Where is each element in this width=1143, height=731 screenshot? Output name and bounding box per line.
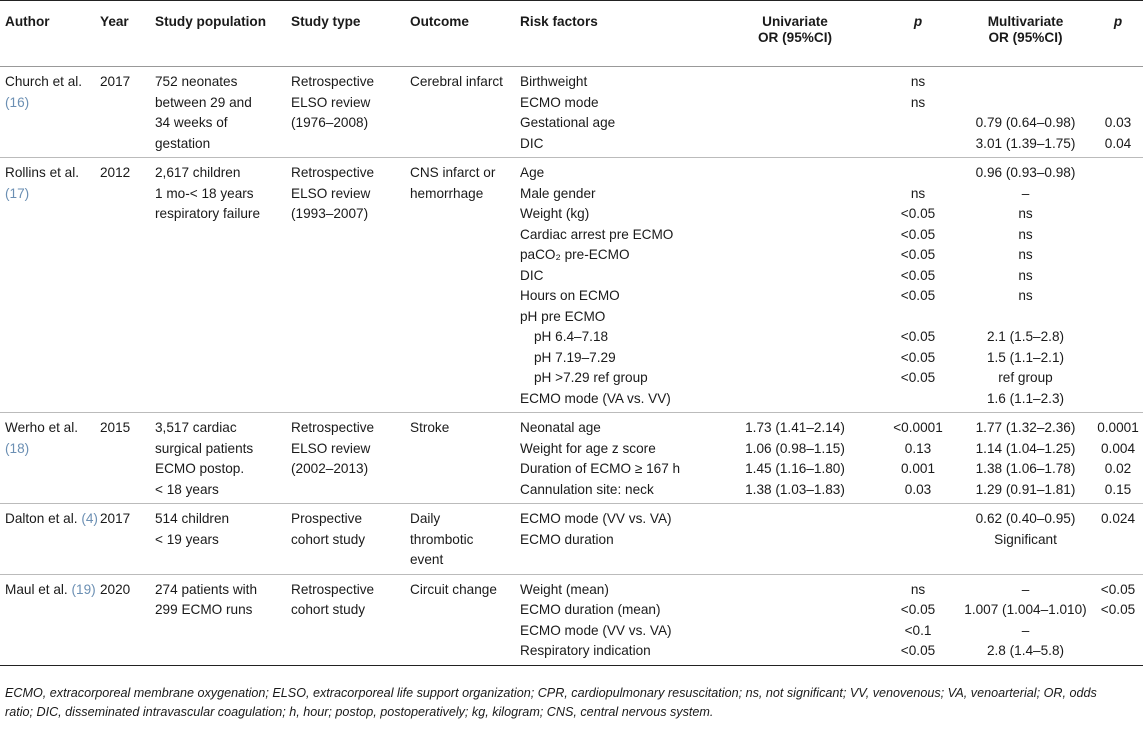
study-group [0, 413, 1143, 504]
population-line: ECMO postop. [155, 461, 245, 476]
table-row [0, 504, 1143, 575]
multivariate-line: 0.96 (0.93–0.98) [975, 165, 1076, 180]
study-group [0, 158, 1143, 413]
univariate-line: 1.38 (1.03–1.83) [745, 481, 845, 497]
risk-factor-line: Cannulation site: neck [520, 481, 654, 497]
outcome-line: Cerebral infarct [410, 74, 503, 89]
p-univariate-cell [878, 413, 958, 504]
risk-factor-cell [520, 574, 720, 665]
univariate-line [720, 93, 870, 114]
p-univariate-line: 0.03 [904, 481, 932, 497]
outcome-cell [410, 504, 520, 575]
multivariate-line: 1.38 (1.06–1.78) [975, 461, 1076, 476]
header-univariate-label: Univariate OR (95%CI) [757, 14, 833, 45]
p-multivariate-line: 0.04 [1104, 135, 1132, 151]
author-name: Church et al. [5, 74, 83, 89]
population-line: 274 patients with [155, 581, 258, 597]
population-line: 514 children [155, 511, 230, 526]
table-header [0, 1, 1143, 67]
study-type-cell [291, 413, 410, 504]
univariate-line: 1.06 (0.98–1.15) [745, 440, 845, 456]
population-line: respiratory failure [155, 206, 261, 221]
outcome-line: thrombotic [410, 531, 474, 547]
population-line: < 19 years [155, 531, 219, 547]
univariate-cell [720, 504, 878, 575]
univariate-line [720, 368, 870, 389]
population-cell [155, 67, 291, 158]
p-multivariate-line: <0.05 [1100, 602, 1136, 617]
p-multivariate-line: 0.02 [1104, 461, 1132, 476]
p-univariate-line [878, 530, 958, 551]
outcome-line: Daily [410, 511, 441, 526]
univariate-line [720, 600, 870, 621]
p-univariate-line [878, 307, 958, 328]
header-p-univariate: p [913, 14, 923, 29]
risk-factor-line: Duration of ECMO ≥ 167 h [520, 461, 681, 476]
p-univariate-line [878, 113, 958, 134]
population-cell [155, 413, 291, 504]
risk-factor-line: pH 6.4–7.18 [534, 329, 609, 344]
multivariate-line: Significant [994, 531, 1057, 547]
risk-factor-line: Cardiac arrest pre ECMO [520, 226, 674, 242]
p-univariate-line [878, 163, 958, 184]
risk-factor-line: DIC [520, 267, 544, 283]
p-univariate-line: <0.05 [900, 370, 936, 385]
population-line: surgical patients [155, 440, 254, 456]
risk-factor-cell [520, 67, 720, 158]
p-univariate-line [878, 389, 958, 410]
p-multivariate-line [1093, 225, 1143, 246]
header-p-multivariate: p [1113, 14, 1123, 29]
p-multivariate-line [1093, 72, 1143, 93]
table-row [0, 574, 1143, 665]
multivariate-line: ns [1018, 288, 1033, 303]
study-type-cell [291, 67, 410, 158]
population-cell [155, 158, 291, 413]
p-multivariate-line [1093, 93, 1143, 114]
year-cell: 2020 [100, 581, 131, 597]
multivariate-cell [958, 413, 1093, 504]
risk-factor-line: Weight (mean) [520, 581, 609, 597]
population-line: between 29 and [155, 94, 252, 110]
population-line: 3,517 cardiac [155, 420, 237, 435]
risk-factor-cell [520, 158, 720, 413]
p-univariate-line [878, 509, 958, 530]
p-multivariate-line: 0.15 [1104, 481, 1132, 497]
study-type-cell [291, 574, 410, 665]
univariate-line [720, 266, 870, 287]
header-multivariate [958, 1, 1093, 67]
univariate-line [720, 348, 870, 369]
author-cell [0, 574, 100, 665]
p-multivariate-line [1093, 163, 1143, 184]
outcome-line: CNS infarct or [410, 165, 496, 180]
study-type-line: (1976–2008) [291, 115, 369, 130]
p-multivariate-line [1093, 621, 1143, 642]
p-multivariate-line [1093, 327, 1143, 348]
univariate-line [720, 134, 870, 155]
multivariate-line: ns [1018, 267, 1033, 283]
p-univariate-line: ns [910, 581, 926, 597]
risk-factor-line: pH >7.29 ref group [534, 370, 648, 385]
study-type-line: (1993–2007) [291, 206, 369, 221]
header-outcome: Outcome [410, 14, 469, 29]
multivariate-line: – [1021, 581, 1030, 597]
outcome-line: hemorrhage [410, 185, 484, 201]
outcome-cell [410, 413, 520, 504]
p-multivariate-line [1093, 389, 1143, 410]
univariate-line [720, 641, 870, 662]
multivariate-cell [958, 574, 1093, 665]
p-univariate-line: <0.05 [900, 349, 936, 365]
risk-factor-line: ECMO mode (VV vs. VA) [520, 511, 672, 526]
p-multivariate-line [1093, 307, 1143, 328]
univariate-line [720, 327, 870, 348]
multivariate-cell [958, 67, 1093, 158]
p-multivariate-line: <0.05 [1100, 581, 1136, 597]
p-multivariate-line [1093, 245, 1143, 266]
author-cell [0, 67, 100, 158]
p-univariate-cell [878, 504, 958, 575]
p-multivariate-cell [1093, 574, 1143, 665]
p-univariate-line: <0.05 [900, 206, 936, 221]
reference-link[interactable]: (17) [5, 185, 30, 201]
outcome-line: Stroke [410, 420, 450, 435]
p-multivariate-line [1093, 348, 1143, 369]
multivariate-line: 0.79 (0.64–0.98) [975, 115, 1076, 130]
univariate-line [720, 163, 870, 184]
header-population: Study population [155, 14, 267, 29]
author-name: Rollins et al. [5, 165, 80, 180]
outcome-cell [410, 574, 520, 665]
author-name: Werho et al. [5, 420, 79, 435]
risk-factor-line: ECMO mode [520, 94, 599, 110]
year-cell: 2015 [100, 420, 131, 435]
univariate-line [720, 509, 870, 530]
multivariate-cell [958, 504, 1093, 575]
p-univariate-cell [878, 574, 958, 665]
table-footnote: ECMO, extracorporeal membrane oxygenation; ELSO, extracorporeal life support organization; CPR, cardiopulmonary resuscitation; ns, not significant; VV, venovenous; VA, venoarterial; OR, odds ratio; DIC, disseminated intravascular coagulation; h, hour; postop, postoperatively; kg, kilogram; CNS, central nervous system. [5, 686, 1097, 719]
p-multivariate-line [1093, 641, 1143, 662]
multivariate-line: – [1021, 622, 1030, 638]
univariate-line [720, 530, 870, 551]
reference-link[interactable]: (16) [5, 94, 30, 110]
study-type-line: Retrospective [291, 420, 375, 435]
population-line: 34 weeks of [155, 115, 228, 130]
multivariate-line: 0.62 (0.40–0.95) [975, 511, 1076, 526]
multivariate-line: 3.01 (1.39–1.75) [975, 135, 1076, 151]
p-multivariate-cell [1093, 504, 1143, 575]
risk-factor-line: ECMO duration [520, 531, 614, 547]
author-name: Dalton et al. [5, 511, 82, 526]
p-univariate-line: <0.1 [904, 622, 932, 638]
risk-factor-line: Respiratory indication [520, 643, 651, 658]
risk-factor-line: ECMO mode (VV vs. VA) [520, 622, 672, 638]
author-cell [0, 504, 100, 575]
univariate-line [720, 225, 870, 246]
univariate-line: 1.73 (1.41–2.14) [745, 420, 845, 435]
multivariate-line: ns [1018, 226, 1033, 242]
risk-factor-cell [520, 413, 720, 504]
univariate-cell [720, 574, 878, 665]
study-type-cell [291, 504, 410, 575]
reference-link[interactable]: (18) [5, 440, 30, 456]
year-cell: 2012 [100, 165, 131, 180]
risk-factor-line: paCO₂ pre-ECMO [520, 247, 630, 262]
study-type-cell [291, 158, 410, 413]
risk-factor-line: ECMO duration (mean) [520, 602, 661, 617]
p-multivariate-line [1093, 286, 1143, 307]
univariate-line [720, 113, 870, 134]
p-univariate-line: <0.0001 [893, 420, 943, 435]
study-type-line: Retrospective [291, 165, 375, 180]
study-type-line: ELSO review [291, 440, 371, 456]
multivariate-line: – [1021, 185, 1030, 201]
univariate-line [720, 245, 870, 266]
p-univariate-line: ns [910, 185, 926, 201]
multivariate-line: 1.77 (1.32–2.36) [975, 420, 1076, 435]
p-multivariate-line [1093, 204, 1143, 225]
population-line: gestation [155, 135, 211, 151]
p-multivariate-cell [1093, 413, 1143, 504]
study-type-line: cohort study [291, 531, 366, 547]
multivariate-line: ref group [998, 370, 1053, 385]
year-cell: 2017 [100, 511, 131, 526]
univariate-line [720, 621, 870, 642]
study-type-line: Retrospective [291, 74, 375, 89]
reference-link[interactable]: (4) [81, 511, 98, 526]
study-type-line: Retrospective [291, 581, 375, 597]
univariate-line: 1.45 (1.16–1.80) [745, 461, 845, 476]
univariate-cell [720, 158, 878, 413]
study-group [0, 574, 1143, 665]
study-type-line: cohort study [291, 602, 366, 617]
risk-factor-line: Gestational age [520, 115, 616, 130]
p-univariate-cell [878, 158, 958, 413]
p-multivariate-line: 0.024 [1100, 511, 1136, 526]
univariate-line [720, 72, 870, 93]
univariate-cell [720, 413, 878, 504]
multivariate-cell [958, 158, 1093, 413]
author-cell [0, 413, 100, 504]
p-univariate-line: <0.05 [900, 288, 936, 303]
p-multivariate-cell [1093, 67, 1143, 158]
year-cell: 2017 [100, 74, 131, 89]
p-univariate-line: ns [910, 74, 926, 89]
univariate-line [720, 184, 870, 205]
p-univariate-cell [878, 67, 958, 158]
multivariate-line: 1.29 (0.91–1.81) [975, 481, 1076, 497]
risk-factor-line: Hours on ECMO [520, 288, 620, 303]
risk-factor-line: pH pre ECMO [520, 308, 606, 324]
p-univariate-line [878, 134, 958, 155]
risk-factor-line: Weight (kg) [520, 206, 590, 221]
risk-factor-line: Neonatal age [520, 420, 601, 435]
multivariate-line [958, 72, 1093, 93]
multivariate-line [958, 93, 1093, 114]
population-line: 2,617 children [155, 165, 241, 180]
study-type-line: ELSO review [291, 94, 371, 110]
table-row [0, 413, 1143, 504]
p-univariate-line: 0.001 [900, 461, 936, 476]
p-multivariate-line [1093, 266, 1143, 287]
outcome-cell [410, 158, 520, 413]
univariate-cell [720, 67, 878, 158]
p-multivariate-line: 0.03 [1104, 115, 1132, 130]
multivariate-line: 2.1 (1.5–2.8) [986, 329, 1065, 344]
p-univariate-line: <0.05 [900, 267, 936, 283]
multivariate-line: 2.8 (1.4–5.8) [986, 643, 1065, 658]
author-name: Maul et al. [5, 581, 72, 597]
header-univariate [720, 1, 878, 67]
multivariate-line: 1.14 (1.04–1.25) [975, 440, 1076, 456]
population-cell [155, 574, 291, 665]
table-row [0, 158, 1143, 413]
header-year: Year [100, 14, 129, 29]
risk-factor-line: pH 7.19–7.29 [534, 349, 616, 365]
multivariate-line: 1.5 (1.1–2.1) [986, 349, 1065, 365]
univariate-line [720, 580, 870, 601]
risk-factor-line: Male gender [520, 185, 596, 201]
population-line: 752 neonates [155, 74, 238, 89]
p-univariate-line: ns [910, 94, 926, 110]
study-group [0, 67, 1143, 158]
reference-link[interactable]: (19) [71, 581, 96, 597]
multivariate-line [958, 307, 1093, 328]
population-line: 1 mo-< 18 years [155, 185, 254, 201]
study-type-line: ELSO review [291, 185, 371, 201]
multivariate-line: 1.6 (1.1–2.3) [986, 390, 1065, 406]
p-multivariate-cell [1093, 158, 1143, 413]
multivariate-line: ns [1018, 206, 1033, 221]
population-line: 299 ECMO runs [155, 602, 253, 617]
p-multivariate-line: 0.004 [1100, 440, 1136, 456]
header-author: Author [5, 14, 50, 29]
multivariate-line: 1.007 (1.004–1.010) [964, 602, 1087, 617]
population-cell [155, 504, 291, 575]
p-multivariate-line [1093, 530, 1143, 551]
multivariate-line: ns [1018, 247, 1033, 262]
risk-factor-cell [520, 504, 720, 575]
population-line: < 18 years [155, 481, 219, 497]
p-univariate-line: <0.05 [900, 602, 936, 617]
risk-factor-line: ECMO mode (VA vs. VV) [520, 390, 671, 406]
outcome-line: Circuit change [410, 581, 497, 597]
risk-factor-line: Age [520, 165, 545, 180]
risk-factor-line: Weight for age z score [520, 440, 656, 456]
study-type-line: Prospective [291, 511, 363, 526]
univariate-line [720, 286, 870, 307]
p-univariate-line: <0.05 [900, 226, 936, 242]
p-univariate-line: <0.05 [900, 643, 936, 658]
univariate-line [720, 204, 870, 225]
risk-factor-line: DIC [520, 135, 544, 151]
p-multivariate-line [1093, 184, 1143, 205]
header-risk: Risk factors [520, 14, 598, 29]
p-univariate-line: 0.13 [904, 440, 932, 456]
p-multivariate-line: 0.0001 [1097, 420, 1139, 435]
header-type: Study type [291, 14, 361, 29]
outcome-line: event [410, 552, 444, 567]
p-univariate-line: <0.05 [900, 329, 936, 344]
header-multivariate-label: Multivariate OR (95%CI) [987, 14, 1064, 45]
p-univariate-line: <0.05 [900, 247, 936, 262]
risk-factor-line: Birthweight [520, 74, 588, 89]
univariate-line [720, 307, 870, 328]
study-group [0, 504, 1143, 575]
study-type-line: (2002–2013) [291, 461, 369, 476]
author-cell [0, 158, 100, 413]
p-multivariate-line [1093, 368, 1143, 389]
outcome-cell [410, 67, 520, 158]
table-row [0, 67, 1143, 158]
univariate-line [720, 389, 870, 410]
